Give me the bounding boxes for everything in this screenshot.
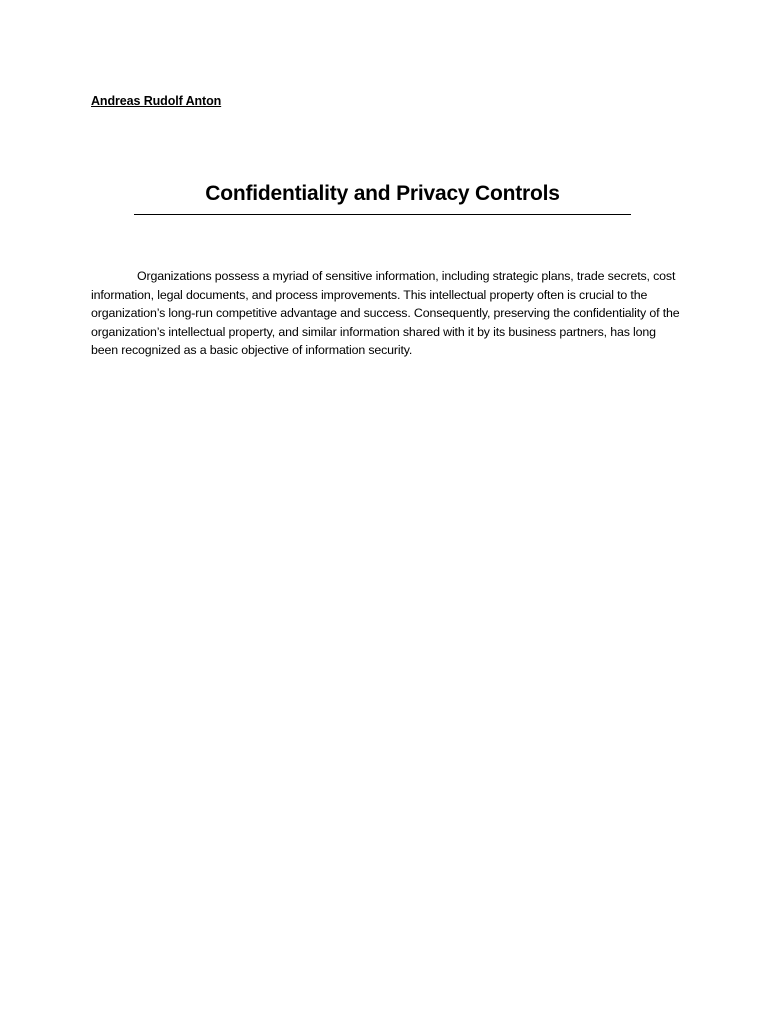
document-title: Confidentiality and Privacy Controls [205,182,560,205]
body-paragraph: Organizations possess a myriad of sensitive information, including strategic plans, trade secrets, cost information, legal documents, and process improvements. This intellectual property often is crucial to the organization’s long-run competitive advantage and success. Consequently, preserving the confidentiality of the organization’s intellectual property, and similar information shared with it by its business partners, has long been recognized as a basic objective of information security. [91,269,680,358]
author-name: Andreas Rudolf Anton [91,94,222,108]
title-underline-rule [134,214,631,215]
